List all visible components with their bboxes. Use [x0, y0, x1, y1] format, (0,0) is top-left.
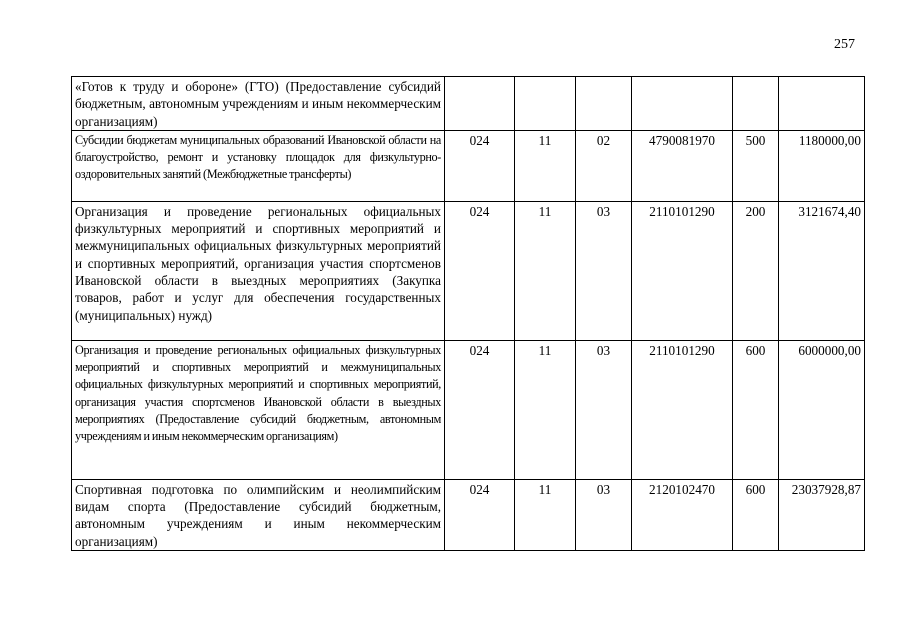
- section-code-cell: 11: [515, 340, 576, 479]
- row-description: Субсидии бюджетам муниципальных образований Ивановской области на благоустройство, ремонт и установку площадок для физкультурно-оздоровительных занятий (Межбюджетные трансферты): [72, 130, 445, 201]
- table-row: [72, 479, 865, 550]
- amount-cell: 3121674,40: [779, 201, 865, 340]
- table-row: [72, 201, 865, 340]
- budget-table: [71, 76, 865, 551]
- target-article-cell: 2110101290: [632, 201, 733, 340]
- section-code-cell: [515, 77, 576, 131]
- table-row: [72, 77, 865, 131]
- target-article-cell: [632, 77, 733, 131]
- amount-cell: 23037928,87: [779, 479, 865, 550]
- subsection-code-cell: [576, 77, 632, 131]
- subsection-code-cell: 03: [576, 201, 632, 340]
- expense-type-cell: 200: [733, 201, 779, 340]
- page-number: 257: [834, 37, 855, 52]
- section-code-cell: 11: [515, 130, 576, 201]
- ministry-code-cell: 024: [445, 201, 515, 340]
- target-article-cell: 2120102470: [632, 479, 733, 550]
- table-row: [72, 340, 865, 479]
- expense-type-cell: [733, 77, 779, 131]
- expense-type-cell: 600: [733, 479, 779, 550]
- amount-cell: 6000000,00: [779, 340, 865, 479]
- row-description: Организация и проведение региональных официальных физкультурных мероприятий и спортивных мероприятий и межмуниципальных официальных физкультурных мероприятий и спортивных мероприятий, организация участия спортсменов Ивановской области в выездных мероприятиях (Предоставление субсидий бюджетным, автономным учреждениям и иным некоммерческим организациям): [72, 340, 445, 479]
- section-code-cell: 11: [515, 479, 576, 550]
- ministry-code-cell: [445, 77, 515, 131]
- ministry-code-cell: 024: [445, 479, 515, 550]
- ministry-code-cell: 024: [445, 340, 515, 479]
- section-code-cell: 11: [515, 201, 576, 340]
- subsection-code-cell: 03: [576, 479, 632, 550]
- target-article-cell: 2110101290: [632, 340, 733, 479]
- ministry-code-cell: 024: [445, 130, 515, 201]
- amount-cell: [779, 77, 865, 131]
- row-description: Организация и проведение региональных официальных физкультурных мероприятий и спортивных мероприятий и межмуниципальных официальных физкультурных мероприятий и спортивных мероприятий, организация участия спортсменов Ивановской области в выездных мероприятиях (Закупка товаров, работ и услуг для обеспечения государственных (муниципальных) нужд): [72, 201, 445, 340]
- table-row: [72, 130, 865, 201]
- expense-type-cell: 500: [733, 130, 779, 201]
- row-description: Спортивная подготовка по олимпийским и неолимпийским видам спорта (Предоставление субсидий бюджетным, автономным учреждениям и иным некоммерческим организациям): [72, 479, 445, 550]
- expense-type-cell: 600: [733, 340, 779, 479]
- amount-cell: 1180000,00: [779, 130, 865, 201]
- subsection-code-cell: 03: [576, 340, 632, 479]
- target-article-cell: 4790081970: [632, 130, 733, 201]
- subsection-code-cell: 02: [576, 130, 632, 201]
- row-description: «Готов к труду и обороне» (ГТО) (Предоставление субсидий бюджетным, автономным учреждениям и иным некоммерческим организациям): [72, 77, 445, 131]
